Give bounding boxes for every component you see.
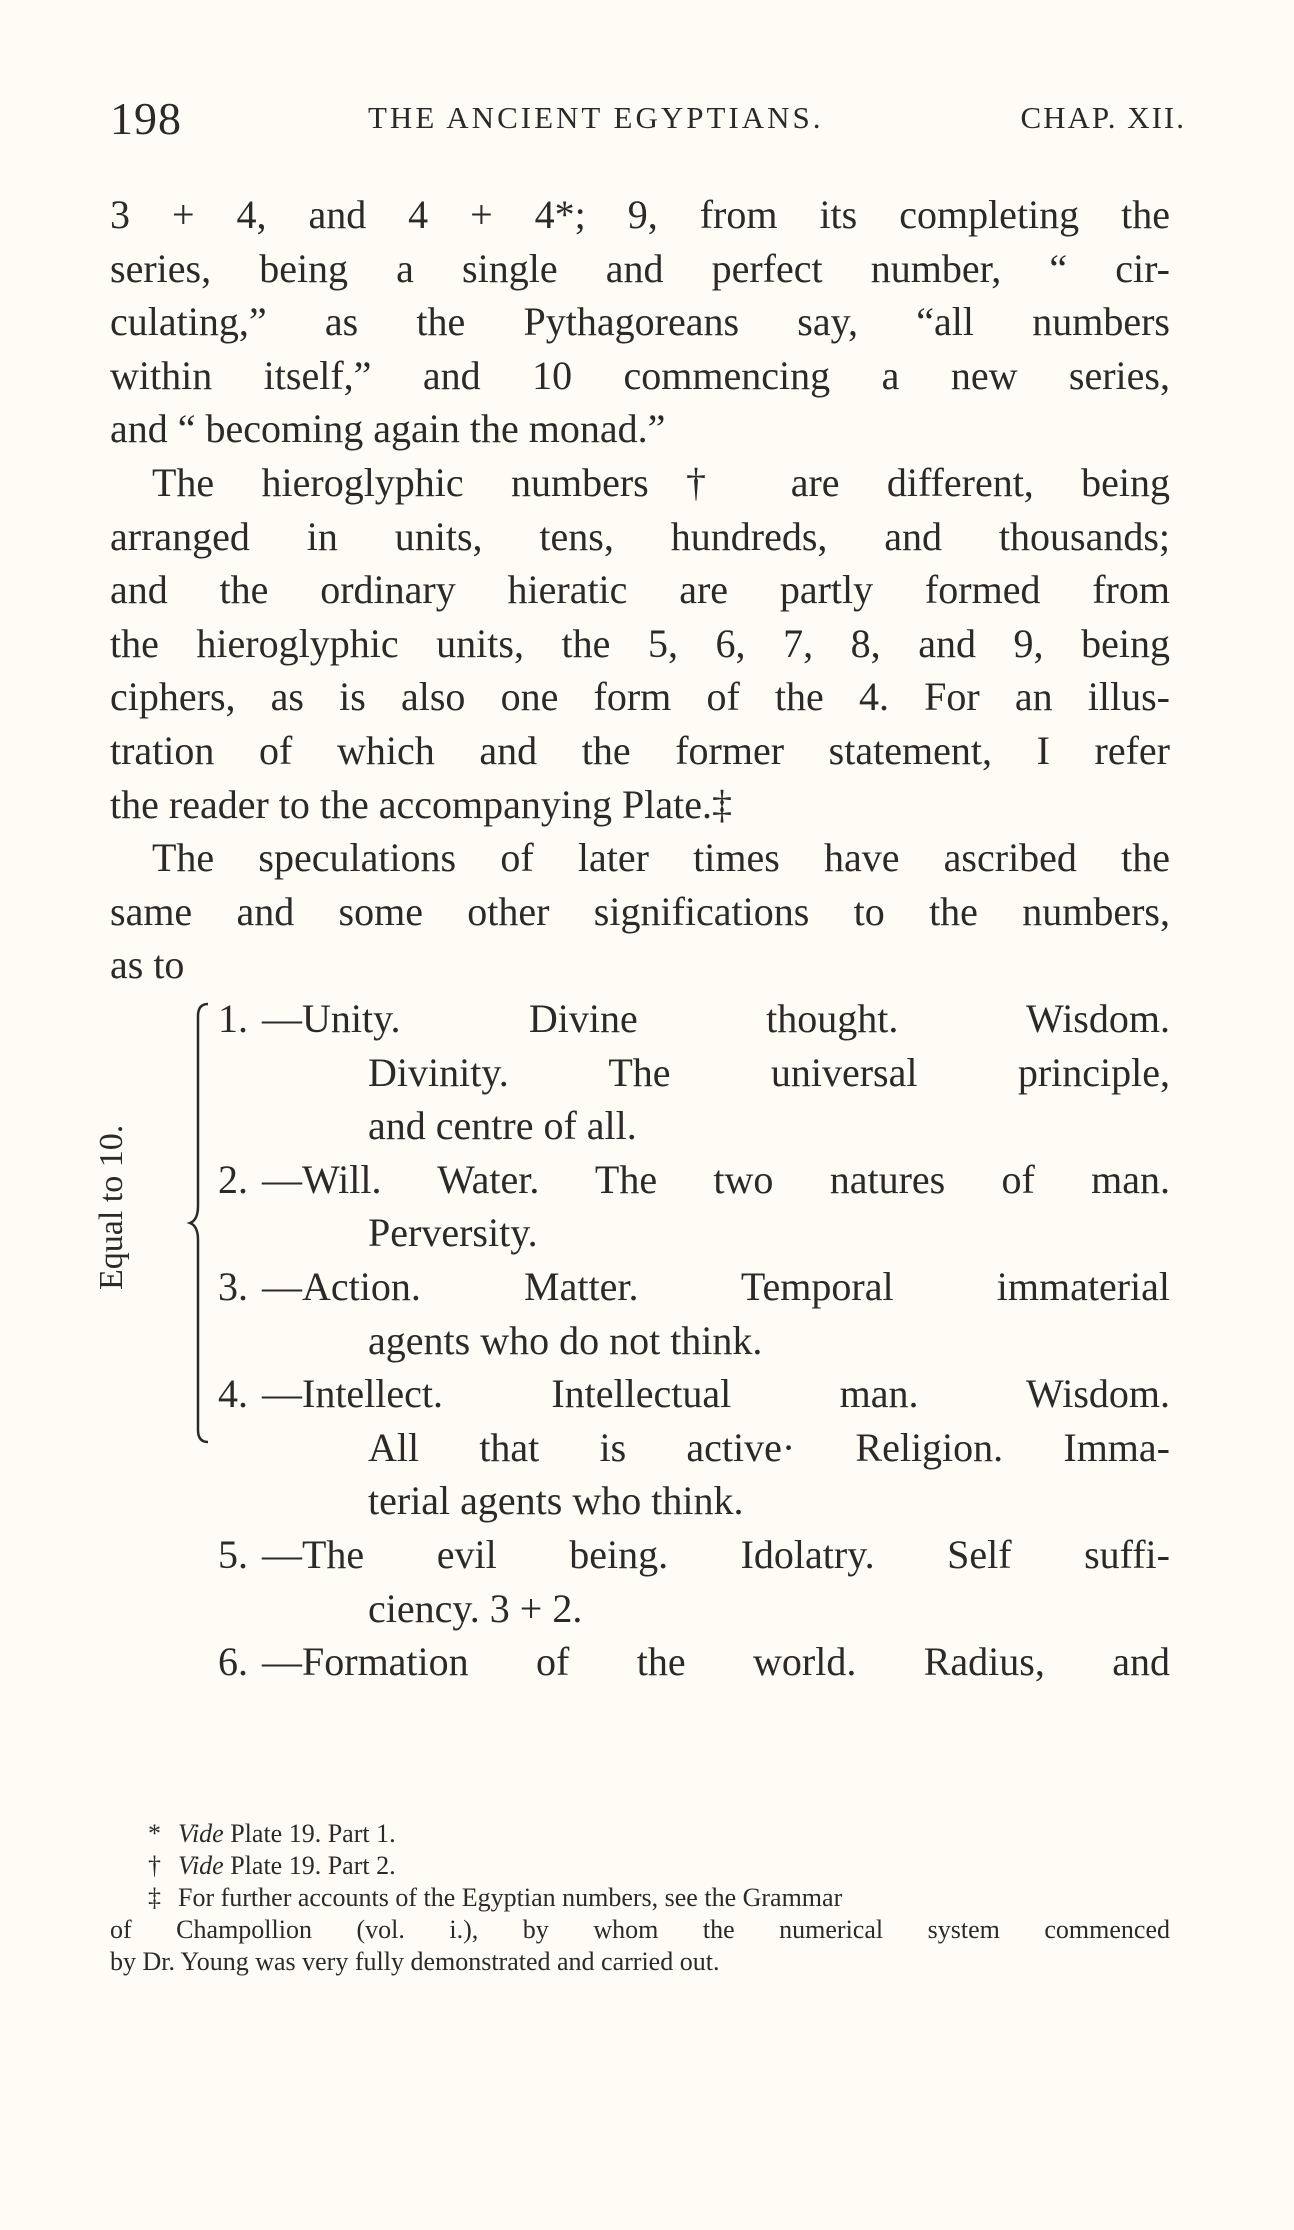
list-line: and centre of all.	[368, 1103, 637, 1149]
list-line: Divinity. The universal principle,	[368, 1049, 1170, 1095]
footnote-continuation: by Dr. Young was very fully demonstrated and carried out.	[110, 1947, 720, 1976]
body-line: and “ becoming again the monad.”	[110, 406, 666, 452]
list-line: —Formation of the world. Radius, and	[262, 1639, 1170, 1685]
list-item	[110, 1153, 1170, 1260]
list-number: 4.	[218, 1371, 248, 1417]
footnote-text: For further accounts of the Egyptian numbers, see the Grammar	[178, 1883, 843, 1912]
list-line: —Action. Matter. Temporal immaterial	[262, 1263, 1170, 1309]
footnote-text: Plate 19. Part 1.	[230, 1819, 396, 1848]
list-number: 5.	[218, 1531, 248, 1577]
list-number: 3.	[218, 1263, 248, 1309]
list-line: Perversity.	[368, 1210, 538, 1256]
list-number: 2.	[218, 1156, 248, 1202]
body-line: arranged in units, tens, hundreds, and thousands;	[110, 513, 1170, 559]
body-text	[110, 188, 1170, 992]
footnote-mark: †	[148, 1851, 161, 1880]
numbered-list	[110, 992, 1170, 1689]
footnote-mark: ‡	[148, 1883, 161, 1912]
list-line: agents who do not think.	[368, 1317, 763, 1363]
page-number: 198	[110, 93, 182, 144]
body-line: the reader to the accompanying Plate.‡	[110, 781, 732, 827]
body-line: 3 + 4, and 4 + 4*; 9, from its completing the	[110, 192, 1170, 237]
list-number: 1.	[218, 996, 248, 1041]
body-line: as to	[110, 942, 185, 988]
body-line: series, being a single and perfect number, “ cir-	[110, 245, 1170, 291]
body-line: and the ordinary hieratic are partly formed from	[110, 567, 1170, 613]
footnote-vide: Vide	[178, 1819, 224, 1848]
list-line: —Unity. Divine thought. Wisdom.	[262, 996, 1170, 1041]
footnote-text: Plate 19. Part 2.	[230, 1851, 396, 1880]
body-line: culating,” as the Pythagoreans say, “all numbers	[110, 299, 1170, 345]
body-line: same and some other significations to the numbers,	[110, 888, 1170, 934]
body-line: tration of which and the former statement, I refer	[110, 727, 1170, 773]
footnote-mark: *	[148, 1819, 161, 1848]
list-item	[110, 992, 1170, 1153]
footnote	[110, 1882, 1170, 1914]
side-label-equal-to-ten: Equal to 10.	[93, 1124, 130, 1290]
footnotes	[110, 1818, 1170, 1978]
list-item	[110, 1260, 1170, 1367]
list-line: ciency. 3 + 2.	[368, 1585, 583, 1631]
list-line: All that is active· Religion. Imma-	[368, 1424, 1170, 1470]
list-item	[110, 1528, 1170, 1635]
running-header	[110, 92, 1186, 152]
running-title: THE ANCIENT EGYPTIANS.	[368, 100, 824, 135]
list-item	[110, 1367, 1170, 1528]
body-line: the hieroglyphic units, the 5, 6, 7, 8, and 9, being	[110, 620, 1170, 666]
list-number: 6.	[218, 1639, 248, 1685]
body-line: ciphers, as is also one form of the 4. For an illus-	[110, 674, 1170, 720]
body-line: within itself,” and 10 commencing a new series,	[110, 352, 1170, 398]
list-line: —Intellect. Intellectual man. Wisdom.	[262, 1371, 1170, 1417]
body-line: The speculations of later times have ascribed the	[152, 835, 1170, 881]
footnote-vide: Vide	[178, 1851, 224, 1880]
footnote-continuation: of Champollion (vol. i.), by whom the numerical system commenced	[110, 1915, 1170, 1944]
body-line: The hieroglyphic numbers† are different, being	[152, 459, 1170, 505]
list-line: terial agents who think.	[368, 1478, 744, 1524]
chapter-label: CHAP. XII.	[1020, 100, 1186, 135]
footnote	[110, 1850, 1170, 1882]
list-line: —Will. Water. The two natures of man.	[262, 1156, 1170, 1202]
footnote	[110, 1818, 1170, 1850]
list-item	[110, 1635, 1170, 1689]
list-line: —The evil being. Idolatry. Self suffi-	[262, 1531, 1170, 1577]
